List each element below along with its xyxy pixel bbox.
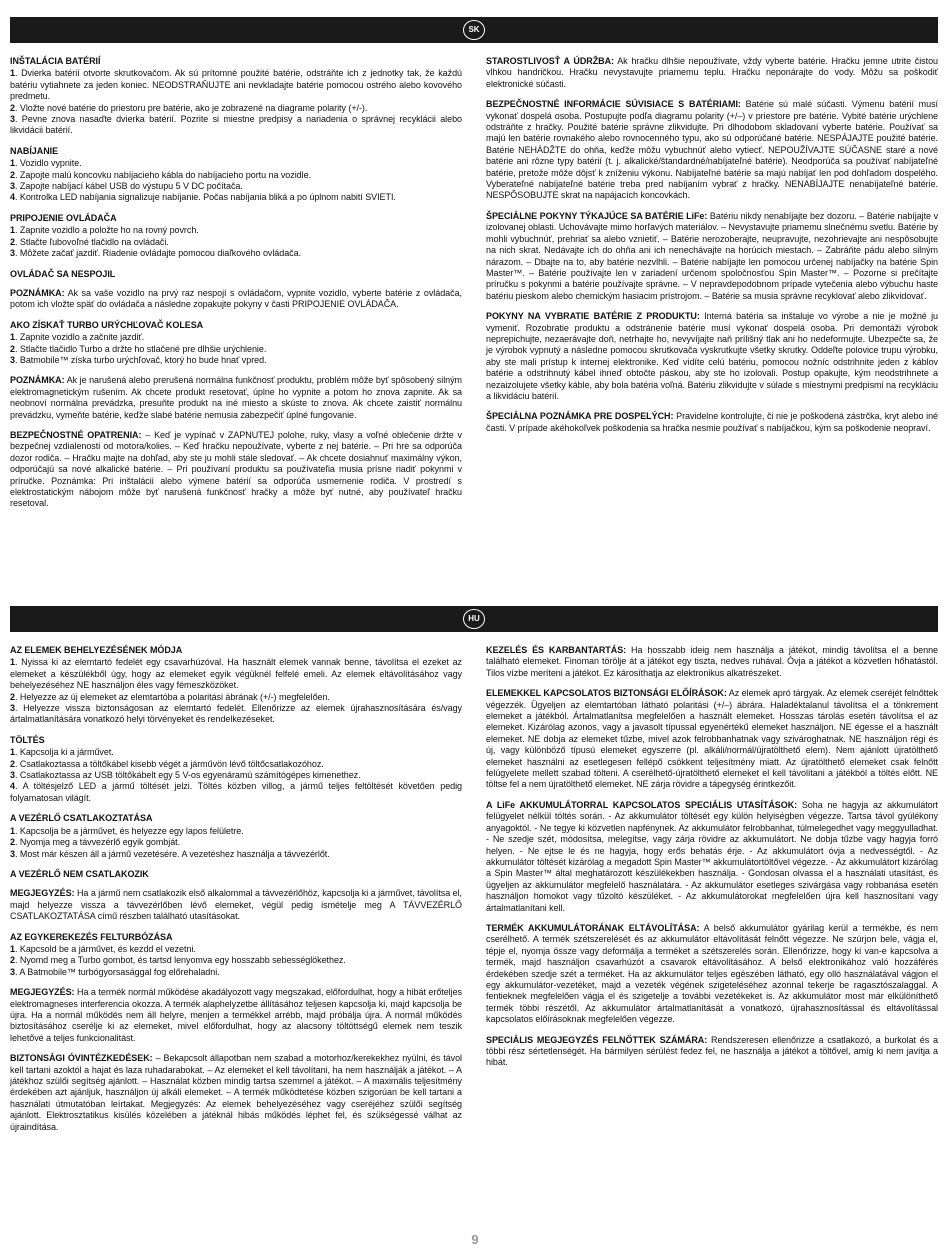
step-number: 2 [10,343,15,354]
step-number: 4 [10,192,15,203]
step-number: 3 [10,703,15,714]
paragraph [10,987,462,1044]
step-number: 3 [10,354,15,365]
paragraph-text: Az elemek apró tárgyak. Az elemek cseréjét felnőttek végezzék. Ügyeljen az elemtartóban látható polaritási (+/–) ábrára. Haladéktalanul távolítsa el a tönkrement elemeket a játékból. Ártalmatlanítsa megfelelően a használt elemeket. Hosszas tárolás esetén távolítsa el az elemeket. Kizárólag azonos, vagy a javasolt típussal egyenértékű elemeket használjon. NE égesse el a használt elemeket. NE dobja az elemeket tűzbe, mivel azok felrobbanhatnak vagy szivároghatnak. NE használjon régi és új, vagy különböző típusú elemeket egyszerre (pl. alkáli/normál/újratölthető elem). Nem ajánlott újratölthető elemeket használni az esetlegesen fellépő csökkent teljesítmény miatt. Az újratölthető elemeket csak felnőtt felügyelete mellett szabad tölteni. A cserélhető-újratölthető elemeket el kell távolítani a játékból a töltés előtt. NE töltse fel a nem újratölthető elemeket. NE zárja rövidre a tápegység érintkezőit. [486,688,938,790]
paragraph-text: A belső akkumulátor gyárilag kerül a termékbe, és nem cserélhető. A termék szétszerelését és az akkumulátor eltávolítását felnőtt végezze. Ne szúrjon bele, vágja el, tépje el, nyomja össze vagy deformálja a terméket a szétszerelés során. Ellenőrizze, hogy ki van-e kapcsolva a termék, majd használjon csavarhúzót a csavarok eltávolításához. A belső elektronikához való hozzáférés érdekében szedje szét a terméket. Ha az akkumulátor teljes egészében látható, egy olló használatával vágjon el egy akkumulátor-vezetéket, majd a vezeték végének szigeteléséhez azonnal tekerje be ragasztószalaggal. A fentieknek megfelelően vágja el és szigetelje a további vezetékeket is. Az akkumulátor most már elkülöníthető termék többi részétől. Az akkumulátor ártalmatlanítását a vonatkozó, újrahasznosítással és eltávolítással kapcsolatos előírásoknak megfelelően végezze. [486,922,938,1025]
text-block [10,269,462,280]
text-block [10,320,462,367]
numbered-step: 4. A töltésjelző LED a jármű töltését jelzi. Töltés közben villog, a jármű teljes feltöltését követően pedig folyamatosan világít. [10,781,463,803]
step-number: 3 [10,181,15,192]
numbered-step: 1. Kapcsolja be a járművet, és helyezze egy lapos felületre. [10,825,244,836]
step-text: Dvierka batérií otvorte skrutkovačom. Ak sú prítomné použité batérie, odstráňte ich z jednotky tak, že každú batériu vytiahnete za jeden koniec. NEODSTRAŇUJTE ani nevkladajte batérie pomocou ostrého alebo kovového predmetu. [10,68,462,102]
numbered-step: 1. Zapnite vozidlo a položte ho na rovný povrch. [10,225,199,236]
paragraph-text: Ha a termék normál működése akadályozott vagy megszakad, előfordulhat, hogy a hibát erőteljes elektromagneses interferencia okozza. A termék alaphelyzetbe állításához teljesen kapcsolja ki, majd kapcsolja be újra. Ha a normál működés nem áll helyre, menjen a termékkel arrébb, majd próbálja újra. A normál működés biztosításához cserélje ki az elemeket, mivel előfordulhat, hogy az alacsony töltöttségű elemek nem teszik lehetővé a teljes funkcionalitást. [10,987,462,1043]
paragraph [486,311,938,402]
text-block [486,645,938,679]
paragraph-text: Interná batéria sa inštaluje vo výrobe a nie je možné ju vymeniť. Rozobratie produktu a odstránenie batérie musí vykonať dospelá osoba. Pri demontáži výrobok neprepichujte, nezaerávajte doň, netrhajte ho, nevyvíjajte naň prílišný tlak ani ho nedeformujte. Ubezpečte sa, že je výrobok vypnutý a následne pomocou skrutkovača vyskrutkujte všetky skrutky. Oddeľte polovice trupu výrobku, aby ste mali prístup k internej elektronike. Keď vidíte celú batériu, pomocou nožníc odstrihnite jeden z káblov batérie a odstrihnutý kábel ihneď obtočte páskou, aby ste ho izolovali. Postup opakujte, kým neodstrihnete a nezaizolujete všetky káble, aby bola batéria voľná. Batériu zlikvidujte v súlade s miestnymi predpismi na recykláciu a likvidáciu batérií. [486,311,939,401]
text-block [10,288,462,311]
text-block [10,932,462,979]
paragraph-text: Pravidelne kontrolujte, či nie je poškodená zástrčka, kryt alebo iné časti. V prípade akéhokoľvek poškodenia sa hračka nesmie používať s nabíjačkou, kým sa poškodenie neopraví. [486,411,939,433]
step-number: 2 [10,837,15,848]
paragraph-lead: SPECIÁLIS MEGJEGYZÉS FELNŐTTEK SZÁMÁRA: [486,1034,708,1045]
step-text: Vložte nové batérie do priestoru pre batérie, ako je zobrazené na diagrame polarity (+/-). [19,102,368,113]
step-text: Vozidlo vypnite. [19,158,82,169]
paragraph [10,375,462,421]
step-number: 3 [10,966,15,977]
hu-right-column [486,645,938,1078]
text-block [486,411,938,434]
paragraph-lead: MEGJEGYZÉS: [10,987,75,998]
numbered-step: 2. Stlačte ľubovoľné tlačidlo na ovládači. [10,236,169,247]
text-block [10,987,462,1044]
step-number: 3 [10,848,15,859]
step-number: 2 [10,236,15,247]
paragraph [486,645,938,679]
numbered-step: 3. Most már készen áll a jármű vezetésére. A vezetéshez használja a távvezérlőt. [10,848,330,859]
sk-left-column [10,56,462,519]
numbered-step: 1. Kapcsolja ki a járművet. [10,747,114,758]
section-heading: AKO ZÍSKAŤ TURBO URÝCHĽOVAČ KOLESA [10,319,204,330]
text-block [10,869,462,880]
numbered-step: 2. Nyomd meg a Turbo gombot, és tartsd lenyomva egy hosszabb sebességlökethez. [10,955,346,966]
paragraph-text: – Bekapcsolt állapotban nem szabad a motorhoz/kerekekhez nyúlni, és távol kell tartani azoktól a hajat és laza ruhadarabokat. – Az elemeket el kell távolítani, ha nem használják a játékot. – A játékhoz szülői segítség ajánlott. – Használat közben mindig tartsa szemmel a játékot. – A maximális teljesítmény érdekében azt ajánljuk, használjon új alkáli elemeket. – A termék működtetése közben szigorúan be kell tartani a használati útmutatóban leírtakat. Megjegyzés: Az elemek behelyezéséhez vagy cseréjéhez szülői segítség ajánlott. Elektrosztatikus kisülés közelében a játéknál hibás működés léphet fel, és szükségessé válhat az újraindítása. [10,1053,463,1132]
numbered-step: 3. Csatlakoztassa az USB töltőkábelt egy 5 V-os egyenáramú számítógépes kimenethez. [10,770,361,781]
section-heading: TÖLTÉS [10,734,45,745]
language-badge-sk: SK [463,20,485,40]
text-block [10,375,462,421]
step-text: Csatlakoztassa az USB töltőkábelt egy 5 V-os egyenáramú számítógépes kimenethez. [19,770,361,781]
numbered-step: 4. Kontrolka LED nabíjania signalizuje nabíjanie. Počas nabíjania bliká a po úplnom nabití SVIETI. [10,192,396,203]
numbered-step: 2. Vložte nové batérie do priestoru pre batérie, ako je zobrazené na diagrame polarity (+/-). [10,102,368,113]
text-block [486,688,938,791]
step-number: 1 [10,657,15,668]
paragraph [486,99,938,202]
step-text: Zapojte malú koncovku nabíjacieho kábla do nabíjacieho portu na vozidle. [19,169,311,180]
step-text: Zapnite vozidlo a položte ho na rovný povrch. [19,225,199,236]
paragraph-lead: POKYNY NA VYBRATIE BATÉRIE Z PRODUKTU: [486,311,700,322]
paragraph-lead: BEZPEČNOSTNÉ OPATRENIA: [10,429,142,440]
paragraph-text: Ak sa vaše vozidlo na prvý raz nespojí s ovládačom, vypnite vozidlo, vyberte batérie z ovládača, potom ich vložte späť do ovládača a následne zopakujte pokyny v časti PRIPOJENIE OVLÁDAČA. [10,287,462,310]
paragraph [486,800,938,914]
step-text: Môžete začať jazdiť. Riadenie ovládajte pomocou diaľkového ovládača. [19,248,302,259]
text-block [10,56,462,137]
step-number: 1 [10,332,15,343]
numbered-step: 2. Zapojte malú koncovku nabíjacieho kábla do nabíjacieho portu na vozidle. [10,169,311,180]
paragraph-text: Rendszeresen ellenőrizze a csatlakozó, a burkolat és a többi rész sértetlenségét. Ha bármilyen sérülést fedez fel, ne használja a játékot a töltővel, amíg ki nem javítja a hibát. [486,1034,938,1068]
numbered-step: 1. Dvierka batérií otvorte skrutkovačom. Ak sú prítomné použité batérie, odstráňte ich z jednotky tak, že každú batériu vytiahnete za jeden koniec. NEODSTRAŇUJTE ani nevkladajte batérie pomocou ostrého alebo kovového predmetu. [10,68,462,102]
numbered-step: 2. Csatlakoztassa a töltőkábel kisebb végét a járművön lévő töltőcsatlakozóhoz. [10,758,324,769]
paragraph-lead: BEZPEČNOSTNÉ INFORMÁCIE SÚVISIACE S BATÉRIAMI: [486,99,741,110]
section-heading: PRIPOJENIE OVLÁDAČA [10,212,117,223]
step-text: Kapcsolja be a járművet, és helyezze egy lapos felületre. [19,825,244,836]
paragraph-text: Ak je narušená alebo prerušená normálna funkčnosť produktu, problém môže byť spôsobený silným elektromagnetickým rušením. Ak chcete produkt resetovať, úplne ho vypnite a potom ho znova zapnite. Ak sa neobnoví normálna prevádzka, presuňte produkt na iné miesto a skúste to znova. Ak chcete zaistiť normálnu prevádzku, vymeňte batérie, keďže slabé batérie nemusia zabezpečiť úplné fungovanie. [10,375,462,420]
paragraph [486,411,938,434]
paragraph-lead: A LiFe AKKUMULÁTORRAL KAPCSOLATOS SPECIÁLIS UTASÍTÁSOK: [486,799,798,810]
step-text: Zapojte nabíjací kábel USB do výstupu 5 V DC počítača. [19,181,243,192]
step-number: 3 [10,770,15,781]
paragraph [486,688,938,791]
step-number: 2 [10,102,15,113]
step-number: 4 [10,781,15,792]
paragraph-text: Ha a jármű nem csatlakozik első alkalommal a távvezérlőhöz, kapcsolja ki a járművet, távolítsa el, majd helyezze vissza a távvezérlőben lévő elemeket, végül pedig ismételje meg A TÁVVEZÉRLŐ CSATLAKOZTATÁSA című részben található utasításokat. [10,888,463,922]
numbered-step: 3. Môžete začať jazdiť. Riadenie ovládajte pomocou diaľkového ovládača. [10,248,302,259]
section-header-bar-hu [10,606,938,632]
paragraph-text: Ak hračku dlhšie nepoužívate, vždy vyberte batérie. Hračku jemne utrite čistou vlhkou handričkou. Hračku nevystavujte priamemu teplu. Hračku neponárajte do vody. Môžu sa poškodiť elektronické súčasti. [486,56,938,89]
text-block [10,645,462,726]
text-block [486,800,938,914]
step-text: Nyomd meg a Turbo gombot, és tartsd lenyomva egy hosszabb sebességlökethez. [19,955,346,966]
step-text: Stlačte tlačidlo Turbo a držte ho stlačené pre dlhšie urýchlenie. [19,343,267,354]
step-number: 2 [10,691,15,702]
paragraph-lead: POZNÁMKA: [10,375,65,386]
step-number: 2 [10,169,15,180]
step-text: Zapnite vozidlo a začnite jazdiť. [19,332,145,343]
paragraph-lead: STAROSTLIVOSŤ A ÚDRŽBA: [486,56,615,66]
numbered-step: 3. Batmobile™ získa turbo urýchľovač, ktorý ho bude hnať vpred. [10,354,267,365]
step-text: Nyomja meg a távvezérlő egyik gombját. [19,837,181,848]
text-block [486,56,938,90]
section-header-bar-sk [10,17,938,43]
text-block [486,923,938,1026]
step-text: A Batmobile™ turbógyorsasággal fog előrehaladni. [19,966,220,977]
step-text: Helyezze vissza biztonságosan az elemtartó fedelét. Ellenőrizze az elemek újrahasznosítására és/vagy ártalmatlanítására vonatkozó helyi törvényeket és rendelkezéseket. [10,703,462,725]
paragraph-lead: MEGJEGYZÉS: [10,888,75,899]
paragraph-lead: KEZELÉS ÉS KARBANTARTÁS: [486,645,627,655]
paragraph [10,430,462,510]
step-text: Batmobile™ získa turbo urýchľovač, ktorý ho bude hnať vpred. [19,354,267,365]
step-number: 3 [10,114,15,125]
section-heading: AZ EGYKEREKEZÉS FELTURBÓZÁSA [10,931,173,942]
paragraph [486,56,938,90]
step-text: Stlačte ľubovoľné tlačidlo na ovládači. [19,236,169,247]
numbered-step: 1. Kapcsold be a járművet, és kezdd el vezetni. [10,943,196,954]
paragraph [486,923,938,1026]
text-block [486,211,938,302]
sk-right-column [486,56,938,443]
hu-left-column [10,645,462,1142]
step-number: 1 [10,825,15,836]
step-number: 2 [10,955,15,966]
paragraph-lead: POZNÁMKA: [10,287,65,298]
paragraph-text: – Keď je vypínač v ZAPNUTEJ polohe, ruky, vlasy a voľné oblečenie držte v bezpečnej vzdialenosti od motora/kolies. – Keď hračku nepoužívate, vyberte z nej batérie. – Pri hre sa odporúča dozor rodiča. – Hračku majte na dohľad, aby ste ju mohli stále sledovať. – Ak chcete dosiahnuť maximálny výkon, odporúčajú sa nové alkalické batérie. – Pri používaní produktu sa používateľia musia prísne riadiť pokynmi v príručke. Poznámka: Pri inštalácii alebo výmene batérií sa odporúča usmernenie rodiča. V prostredí s elektrostatickým nábojom môže byť narušená funkčnosť hračky a môže byť nutné, aby používateľ hračku resetoval. [10,429,463,509]
numbered-step: 1. Zapnite vozidlo a začnite jazdiť. [10,332,145,343]
step-number: 1 [10,747,15,758]
numbered-step: 3. Zapojte nabíjací kábel USB do výstupu 5 V DC počítača. [10,181,243,192]
step-text: Kapcsolja ki a járművet. [19,747,114,758]
paragraph [486,1035,938,1069]
section-heading: A VEZÉRLŐ CSATLAKOZTATÁSA [10,813,153,824]
step-number: 1 [10,68,15,79]
text-block [10,146,462,204]
section-heading: INŠTALÁCIA BATÉRIÍ [10,56,101,66]
step-number: 2 [10,758,15,769]
numbered-step: 3. A Batmobile™ turbógyorsasággal fog előrehaladni. [10,966,220,977]
paragraph [10,888,462,922]
language-badge-hu: HU [463,609,485,629]
step-text: A töltésjelző LED a jármű töltését jelzi. Töltés közben villog, a jármű teljes feltöltését követően pedig folyamatosan világít. [10,781,463,803]
section-heading: NABÍJANIE [10,145,59,156]
paragraph-text: Ha hosszabb ideig nem használja a játékot, mindig távolítsa el a benne található elemeket. Finoman törölje át a játékot egy tiszta, nedves ruhával. Óvja a játékot a közvetlen hőhatástól. Tilos vízbe meríteni a játékot. Ez károsíthatja az elektronikus alkatrészeket. [486,645,939,678]
paragraph-text: Batériu nikdy nenabíjajte bez dozoru. – Batérie nabíjajte v izolovanej oblasti. Uchovávajte mimo horľavých materiálov. – Nevystavujte priamemu slnečnému svetlu. Batérie by mohli vybuchnúť, prehriať sa alebo vznietiť. – Batérie nerozoberajte, neupravujte, nezohrievajte ani nespôsobujte na nich skrat. Nedávajte ich do ohňa ani ich nenechávajte na horúcich miestach. – Zabráňte pádu alebo silným nárazom. – Dbajte na to, aby batérie nezvlhli. – Batérie nabíjajte len pomocou určenej nabíjačky na batérie Spin Master™. – Batérie používajte len v zariadení určenom spoločnosťou Spin Master™. – Pozorne si prečítajte príručku s pokynmi a batérie používajte správne. – V nepravdepodobnom prípade vytečenia alebo výbuchu haste batériu pieskom alebo chemickým hasiacim prístrojom. – Batérie sa musia správne recyklovať alebo zlikvidovať. [486,210,939,301]
numbered-step: 3. Pevne znova nasaďte dvierka batérií. Pozrite si miestne predpisy a nariadenia o správnej recyklácii alebo likvidácii batérií. [10,114,462,136]
paragraph [486,211,938,302]
paragraph-lead: ELEMEKKEL KAPCSOLATOS BIZTONSÁGI ELŐÍRÁSOK: [486,688,727,699]
step-number: 1 [10,225,15,236]
numbered-step: 3. Helyezze vissza biztonságosan az elemtartó fedelét. Ellenőrizze az elemek újrahasznosítására és/vagy ártalmatlanítására vonatkozó helyi törvényeket és rendelkezéseket. [10,703,462,725]
numbered-step: 2. Stlačte tlačidlo Turbo a držte ho stlačené pre dlhšie urýchlenie. [10,343,267,354]
section-heading: A VEZÉRLŐ NEM CSATLAKOZIK [10,868,149,879]
step-text: Kapcsold be a járművet, és kezdd el vezetni. [19,943,196,954]
paragraph-lead: ŠPECIÁLNE POKYNY TÝKAJÚCE SA BATÉRIE LiFe: [486,210,708,221]
text-block [10,888,462,922]
text-block [10,213,462,260]
numbered-step: 2. Helyezze az új elemeket az elemtartóba a polaritási ábrának (+/-) megfelelően. [10,691,330,702]
paragraph-lead: TERMÉK AKKUMULÁTORÁNAK ELTÁVOLÍTÁSA: [486,922,700,933]
text-block [486,1035,938,1069]
step-text: Pevne znova nasaďte dvierka batérií. Pozrite si miestne predpisy a nariadenia o správnej recyklácii alebo likvidácii batérií. [10,114,462,136]
text-block [486,311,938,402]
step-number: 3 [10,248,15,259]
section-heading: AZ ELEMEK BEHELYEZÉSÉNEK MÓDJA [10,645,183,655]
text-block [10,430,462,510]
text-block [10,813,462,860]
paragraph-text: Batérie sú malé súčasti. Výmenu batérií musí vykonať dospelá osoba. Postupujte podľa diagramu polarity (+/–) v priestore pre batérie. Vybité batérie urýchlene odstráňte z hračky. Použité batérie správne zlikvidujte. Pri dlhodobom skladovaní vyberte batérie. Používať sa majú len batérie rovnakého alebo rovnocenného typu, ako sú odporúčané batérie. NESPÁJAJTE použité batérie. Batérie NEHÁDŽTE do ohňa, keďže môžu vybuchnúť alebo vytiecť. NEPOUŽÍVAJTE SÚČASNE staré a nové batérie ani rôzne typy batérií (t. j. alkalické/štandardné/nabíjateľné batérie). Neodporúča sa používať nabíjateľné batérie, pretože môže dôjsť k zníženiu výkonu. Nabíjateľné batérie sa majú nabíjať len pod dohľadom dospelého. Vyberateľné nabíjateľné batérie treba pred nabíjaním vybrať z hračky. NENABÍJAJTE nenabíjateľné batérie. NESPÔSOBUJTE skrat na napájacích koncovkách. [486,99,938,201]
paragraph-lead: BIZTONSÁGI ÓVINTÉZKEDÉSEK: [10,1053,153,1064]
paragraph-lead: ŠPECIÁLNA POZNÁMKA PRE DOSPELÝCH: [486,411,674,422]
page-number: 9 [471,1232,479,1247]
step-number: 1 [10,943,15,954]
step-text: Csatlakoztassa a töltőkábel kisebb végét a járművön lévő töltőcsatlakozóhoz. [19,758,324,769]
numbered-step: 2. Nyomja meg a távvezérlő egyik gombját. [10,837,181,848]
numbered-step: 1. Vozidlo vypnite. [10,158,82,169]
step-text: Helyezze az új elemeket az elemtartóba a polaritási ábrának (+/-) megfelelően. [19,691,330,702]
section-heading: OVLÁDAČ SA NESPOJIL [10,268,116,279]
text-block [10,735,462,804]
paragraph [10,1053,462,1133]
step-text: Nyissa ki az elemtartó fedelét egy csavarhúzóval. Ha használt elemek vannak benne, távolítsa el ezeket az elemeket a készülékből úgy, hogy az elemeket egyik végüknél felfelé emeli. Az elemek eltávolításához vagy behelyezéséhez NE használjon éles vagy fémeszközöket. [10,657,463,691]
step-number: 1 [10,158,15,169]
numbered-step: 1. Nyissa ki az elemtartó fedelét egy csavarhúzóval. Ha használt elemek vannak benne, távolítsa el ezeket az elemeket a készülékből úgy, hogy az elemeket egyik végüknél felfelé emeli. Az elemek eltávolításához vagy behelyezéséhez NE használjon éles vagy fémeszközöket. [10,657,463,691]
paragraph [10,288,462,311]
step-text: Most már készen áll a jármű vezetésére. A vezetéshez használja a távvezérlőt. [19,848,330,859]
text-block [486,99,938,202]
step-text: Kontrolka LED nabíjania signalizuje nabíjanie. Počas nabíjania bliká a po úplnom nabití SVIETI. [19,192,396,203]
text-block [10,1053,462,1133]
paragraph-text: Soha ne hagyja az akkumulátort felügyelet nélkül töltés során. - Az akkumulátor töltését egy külön helyiségben végezze. Tartsa távol gyúlékony anyagoktól. - Ne tegye ki közvetlen napfénynek. Az akkumulátor felrobbanhat, túlmelegedhet vagy meggyulladhat. - Ne szedje szét, módosítsa, melegítse, vagy zárja rövidre az akkumulátort. Ne dobja tűzbe vagy hagyja forró helyen. - Ne ejtse le és ne hagyja, hogy erős behatás érje. - Az akkumulátort óvja a nedvességtől. - Az akkumulátor töltését kizárólag a megadott Spin Master™ akkumulátortöltővel végezze. - Az akkumulátort kizárólag a Spin Master™ által meghatározott készülékekben használja. - Gondosan olvassa el a használati utasítást, és ügyeljen az akkumulátor megfelelő használatára. - Az akkumulátor esetleges szivárgása vagy robbanása esetén használjon homokot vagy tűzoltó készüléket. - Az akkumulátorokat megfelelően újra kell hasznosítani vagy ártalmatlanítani kell. [486,799,938,913]
